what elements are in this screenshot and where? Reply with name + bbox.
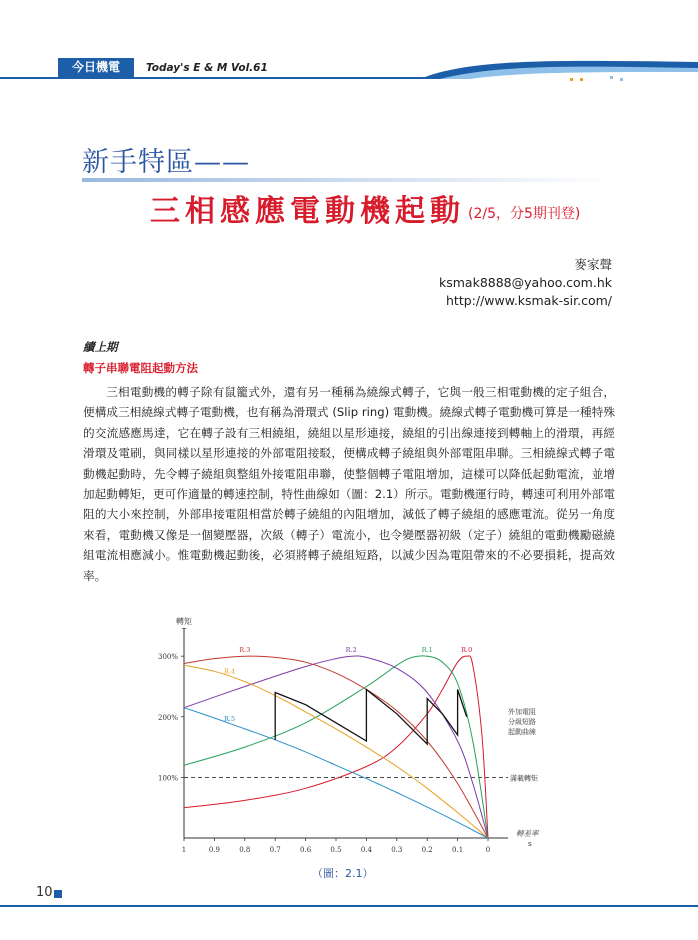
title-rule	[82, 176, 612, 184]
series-label-R2: R.2	[345, 646, 357, 655]
step-label-line: 外加電阻	[508, 707, 536, 716]
x-tick-label: 0	[485, 846, 491, 854]
series-line-R0	[184, 656, 488, 838]
series-label-R1: R.1	[421, 646, 433, 655]
series-label-R0: R.0	[461, 646, 473, 655]
header-tag: 今日機電	[58, 58, 134, 77]
author-block	[439, 256, 612, 310]
author-email[interactable]: ksmak8888@yahoo.com.hk	[439, 275, 612, 290]
x-tick-label: 0.8	[239, 846, 251, 854]
x-tick-label: 0.9	[208, 846, 220, 854]
x-tick-label: 0.3	[391, 846, 403, 854]
x-axis-symbol: s	[528, 840, 532, 848]
prev-label: 續上期	[83, 340, 118, 354]
series-label-R5: R.5	[224, 714, 236, 723]
title-sub: (2/5，分5期刊登)	[468, 206, 581, 222]
footer-rule	[0, 902, 698, 910]
series-line-R5	[184, 708, 488, 838]
y-axis-symbol: T	[182, 627, 187, 635]
series-line-R1	[184, 656, 488, 838]
header-issue: Today's E & M Vol.61	[146, 62, 268, 74]
x-tick-label: 0.2	[421, 846, 433, 854]
series-label-R4: R.4	[224, 667, 236, 676]
step-label-line: 分級短路	[508, 717, 536, 726]
y-tick-label: 200%	[157, 713, 178, 722]
series-line-R3	[184, 656, 488, 838]
x-tick-label: 0.5	[330, 846, 342, 854]
body-paragraph: 三相電動機的轉子除有鼠籠式外，還有另一種稱為繞線式轉子，它與一般三相電動機的定子組合，便構成三相繞線式轉子電動機，也有稱為滑環式 (Slip ring) 電動機。繞線式轉子電動機可算是一種特殊的交流感應馬達，它在轉子設有三相繞組，繞組以星形連接，繞組的引出線連接到轉軸上的滑環，再經滑環及電刷，與同樣以星形連接的外部電阻接駁，便構成轉子繞組與外部電阻串聯。三相繞線式轉子電動機起動時，先令轉子繞組與整組外接電阻串聯，使整個轉子電阻增加，這樣可以降低起動電流，並增加起動轉矩，更可作適量的轉速控制，特性曲線如（圖：2.1）所示。電動機運行時，轉速可利用外部電阻的大小來控制，外部串接電阻相當於轉子繞組的內阻增加，減低了轉子繞組的感應電流。從另一角度來看，電動機又像是一個變壓器，次級（轉子）電流小，也令變壓器初級（定子）繞組的電動機勵磁繞組電流相應減小。惟電動機起動後，必須將轉子繞組短路，以減少因為電阻帶來的不必要損耗，提高效率。	[83, 385, 615, 583]
author-url[interactable]: http://www.ksmak-sir.com/	[446, 293, 612, 308]
page-marker	[54, 890, 62, 898]
x-tick-label: 0.7	[269, 846, 281, 854]
x-tick-label: 0.6	[300, 846, 312, 854]
y-axis-label: 轉矩	[176, 617, 192, 626]
full-load-label: 滿載轉矩	[510, 774, 538, 783]
series-line-R2	[184, 656, 488, 838]
title-line2: 三相感應電動機起動	[150, 194, 465, 229]
y-tick-label: 300%	[157, 653, 178, 662]
page-number: 10	[36, 885, 53, 900]
series-label-R3: R.3	[239, 646, 251, 655]
figure-caption: （圖：2.1）	[312, 867, 374, 880]
x-tick-label: 0.4	[360, 846, 372, 854]
torque-slip-chart	[140, 616, 560, 864]
step-label-line: 起動曲線	[508, 727, 536, 736]
author-name: 麥家聲	[574, 257, 612, 272]
x-axis-label: 轉差率	[516, 829, 539, 838]
x-tick-label: 1	[181, 846, 187, 854]
y-tick-label: 100%	[157, 774, 178, 783]
section-title: 轉子串聯電阻起動方法	[83, 361, 198, 375]
x-tick-label: 0.1	[452, 846, 464, 854]
title-line1: 新手特區——	[82, 147, 250, 178]
